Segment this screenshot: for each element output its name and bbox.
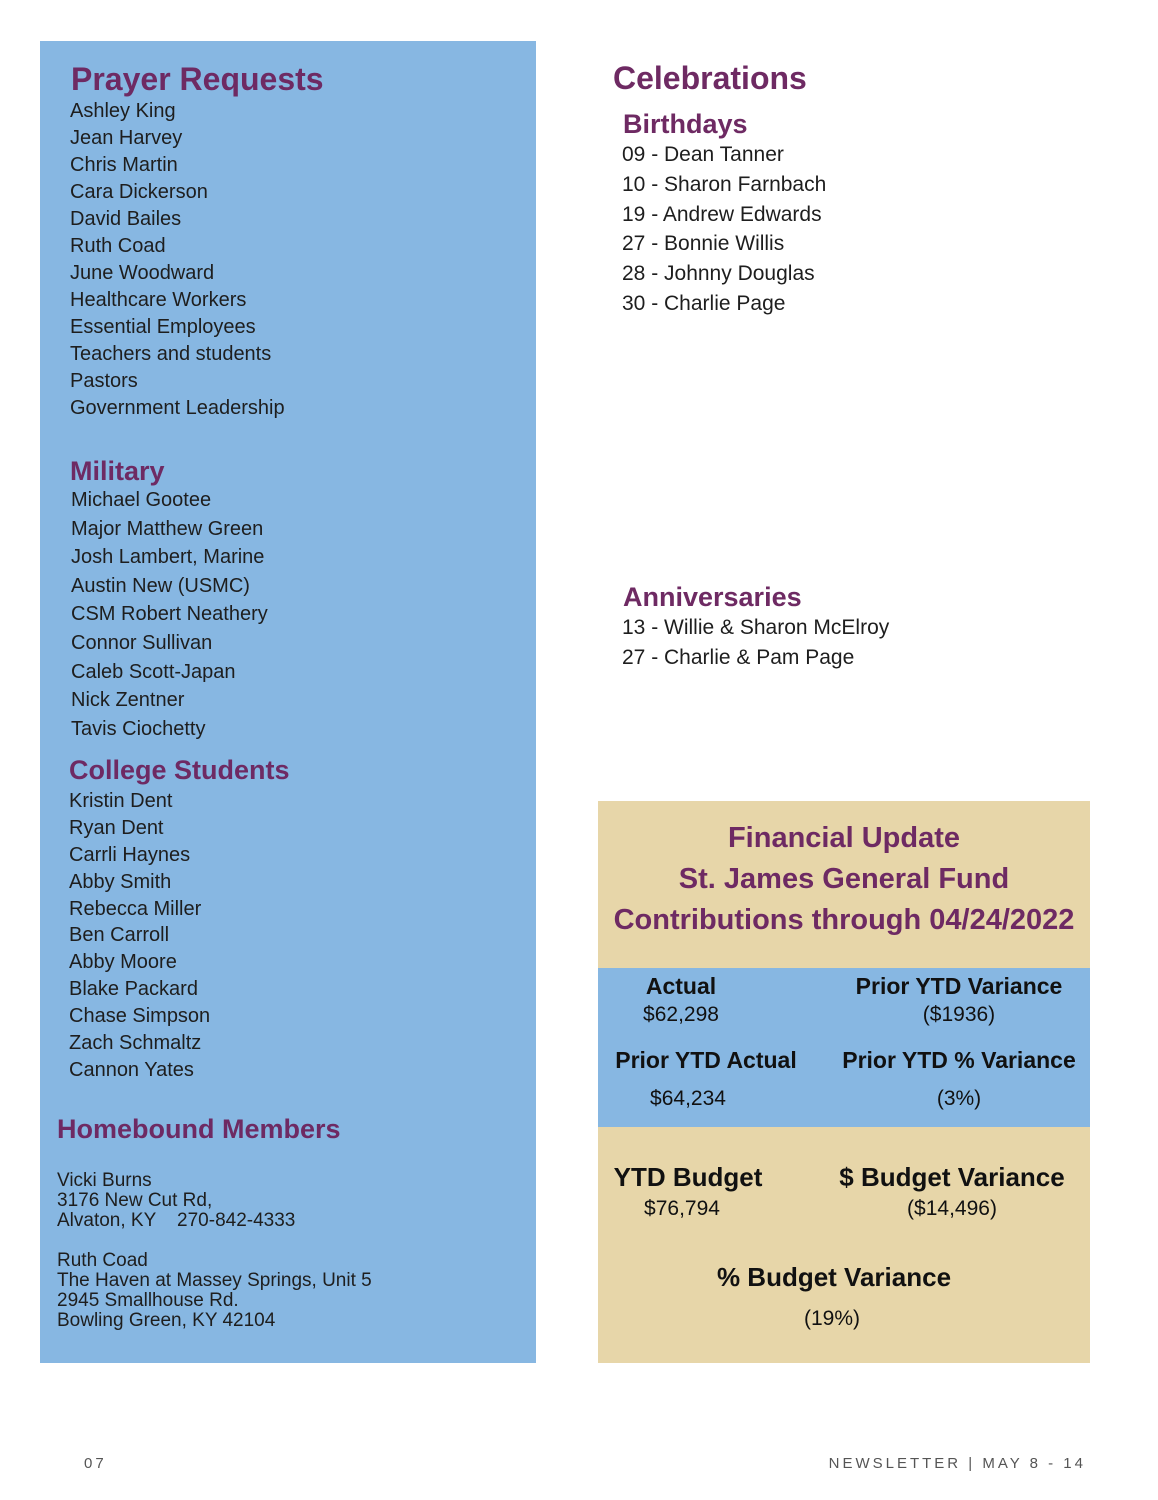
prior-ytd-pct-variance-label: Prior YTD % Variance — [842, 1047, 1076, 1073]
prior-ytd-actual-label: Prior YTD Actual — [615, 1047, 797, 1073]
list-item: Josh Lambert, Marine — [71, 546, 265, 569]
anniversaries-list — [622, 613, 889, 673]
financial-title-line: Financial Update — [727, 822, 961, 854]
homebound-address-ruth — [57, 1251, 372, 1331]
address-line: Ruth Coad — [57, 1250, 148, 1271]
list-item: 30 - Charlie Page — [622, 291, 786, 315]
list-item: 28 - Johnny Douglas — [622, 262, 815, 286]
list-item: Ryan Dent — [69, 816, 164, 839]
military-list — [71, 486, 268, 743]
prior-ytd-actual-value: $64,234 — [650, 1087, 726, 1110]
actual-label: Actual — [645, 973, 717, 999]
military-heading: Military — [70, 456, 165, 486]
address-line: The Haven at Massey Springs, Unit 5 — [57, 1270, 372, 1291]
list-item: Ruth Coad — [70, 235, 166, 257]
list-item: Abby Smith — [69, 870, 172, 893]
list-item: Zach Schmaltz — [69, 1032, 202, 1055]
address-line: Bowling Green, KY 42104 — [57, 1310, 276, 1331]
list-item: 10 - Sharon Farnbach — [622, 172, 827, 196]
list-item: Caleb Scott-Japan — [71, 660, 236, 683]
pct-budget-variance-value: (19%) — [803, 1307, 861, 1330]
list-item: 27 - Bonnie Willis — [622, 232, 785, 256]
homebound-members-heading: Homebound Members — [57, 1114, 341, 1144]
list-item: Carrli Haynes — [69, 843, 191, 866]
list-item: Austin New (USMC) — [71, 574, 250, 597]
ytd-budget-value: $76,794 — [644, 1197, 720, 1220]
financial-summary-band — [598, 968, 1090, 1127]
list-item: Blake Packard — [69, 978, 198, 1001]
list-item: Chris Martin — [70, 154, 178, 176]
list-item: Major Matthew Green — [71, 517, 264, 540]
prior-ytd-variance-value: ($1936) — [922, 1003, 996, 1026]
financial-title-line: Contributions through 04/24/2022 — [613, 904, 1075, 936]
list-item: Kristin Dent — [69, 790, 173, 812]
birthdays-heading: Birthdays — [623, 109, 748, 139]
list-item: Nick Zentner — [71, 689, 185, 712]
list-item: 27 - Charlie & Pam Page — [622, 645, 855, 669]
list-item: Pastors — [70, 370, 138, 392]
list-item: Teachers and students — [70, 343, 272, 365]
financial-title — [598, 818, 1090, 941]
ytd-budget-label: YTD Budget — [613, 1162, 763, 1192]
address-line: Alvaton, KY 270-842-4333 — [57, 1210, 296, 1231]
list-item: Tavis Ciochetty — [71, 717, 206, 740]
prayer-requests-heading: Prayer Requests — [71, 61, 324, 97]
list-item: Cara Dickerson — [70, 181, 208, 203]
budget-variance-label: $ Budget Variance — [839, 1162, 1065, 1192]
list-item: June Woodward — [70, 262, 215, 284]
prior-ytd-variance-label: Prior YTD Variance — [855, 973, 1063, 999]
prayer-requests-list — [70, 98, 285, 422]
address-line: Vicki Burns — [57, 1170, 152, 1191]
list-item: Healthcare Workers — [70, 289, 247, 311]
list-item: 09 - Dean Tanner — [622, 143, 784, 166]
financial-title-line: St. James General Fund — [678, 863, 1010, 895]
list-item: Jean Harvey — [70, 127, 183, 149]
prior-ytd-pct-variance-value: (3%) — [936, 1087, 982, 1110]
list-item: Connor Sullivan — [71, 631, 213, 654]
list-item: 19 - Andrew Edwards — [622, 202, 822, 226]
list-item: Chase Simpson — [69, 1005, 211, 1028]
list-item: Ashley King — [70, 100, 176, 122]
list-item: Ben Carroll — [69, 924, 170, 947]
list-item: Essential Employees — [70, 316, 256, 338]
actual-value: $62,298 — [643, 1003, 719, 1026]
pct-budget-variance-label: % Budget Variance — [716, 1262, 952, 1292]
budget-variance-value: ($14,496) — [907, 1197, 997, 1220]
list-item: Government Leadership — [70, 397, 285, 419]
list-item: Abby Moore — [69, 951, 177, 974]
homebound-address-vicki — [57, 1171, 295, 1231]
address-line: 2945 Smallhouse Rd. — [57, 1290, 239, 1311]
financial-update-box — [598, 801, 1090, 1363]
list-item: Rebecca Miller — [69, 897, 202, 920]
birthdays-list — [622, 140, 826, 319]
college-students-list — [69, 788, 210, 1084]
list-item: Cannon Yates — [69, 1058, 194, 1081]
address-line: 3176 New Cut Rd, — [57, 1190, 213, 1211]
list-item: CSM Robert Neathery — [71, 603, 268, 626]
college-students-heading: College Students — [69, 755, 290, 785]
newsletter-footer-label: NEWSLETTER | MAY 8 - 14 — [828, 1455, 1086, 1472]
anniversaries-heading: Anniversaries — [623, 582, 802, 612]
list-item: Michael Gootee — [71, 489, 212, 511]
list-item: David Bailes — [70, 208, 182, 230]
list-item: 13 - Willie & Sharon McElroy — [622, 616, 890, 639]
celebrations-heading: Celebrations — [613, 60, 807, 96]
page-number: 07 — [84, 1455, 107, 1472]
